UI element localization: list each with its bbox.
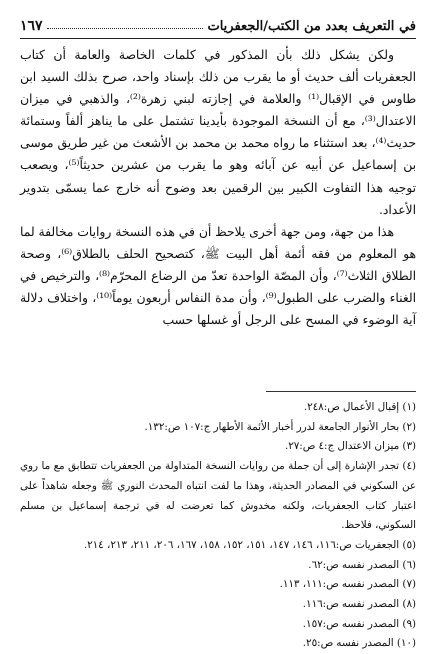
running-header xyxy=(20,12,416,34)
footnote: (١٠) المصدر نفسه ص:٢٥. xyxy=(302,637,416,650)
paragraph: ولكن يشكل ذلك بأن المذكور في كلمات الخاصة والعامة أن كتاب الجعفريات ألف حديث أو ما يقرب من ذلك بإسناد واحد، صرح بذلك السيد ابن طاوس في الإقبال⁽¹⁾ والعلامة في إجازته لبني زهرة⁽²⁾، والذهبي في ميزان الاعتدال⁽³⁾، مع أن النسخة الموجودة بأيدينا تشتمل على ما يناهز ألفاً وستمائة حديث⁽⁴⁾، بعد استثناء ما رواه محمد بن محمد بن الأشعث من غير طريق موسى بن إسماعيل عن أبيه عن آبائه وهو ما يقرب من عشرين حديثاً⁽⁵⁾، ويصعب توجيه هذا التفاوت الكبير بين الرقمين بعد وضوح أنه خارج عما يسمّى بتدوير الأعداد. xyxy=(20,48,416,217)
footnote: (٦) المصدر نفسه ص:٦٢. xyxy=(308,558,416,571)
dotted-leader xyxy=(47,28,204,29)
footnote: (٥) الجعفريات ص:١١٦، ١٤٦، ١٤٧، ١٥١، ١٥٢، ١٥٨، ١٦٧، ٢٠٦، ٢١١، ٢١٣، ٢١٤. xyxy=(83,538,416,551)
header-rule xyxy=(20,38,416,39)
paragraph: هذا من جهة، ومن جهة أخرى يلاحظ أن في هذه النسخة روايات مخالفة لما هو المعلوم من فقه أئمة أهل البيت ﷺ، كتصحيح الحلف بالطلاق⁽⁶⁾، وصحة الطلاق الثلاث⁽⁷⁾، وأن المصّة الواحدة تعدّ من الرضاع المحرّم⁽⁸⁾، والترخيص في الغناء والضرب على الطبول⁽⁹⁾، وأن مدة النفاس أربعون يوماً⁽¹⁰⁾، واختلاف دلالة آية الوضوء في المسح على الرجل أو غسلها حسب xyxy=(20,224,416,328)
running-title: في التعريف بعدد من الكتب/الجعفريات xyxy=(207,19,416,34)
footnote: (١) إقبال الأعمال ص:٢٤٨. xyxy=(303,401,416,413)
footnote: (٨) المصدر نفسه ص:١١٦. xyxy=(302,598,416,611)
page-number: ١٦٧ xyxy=(20,18,43,34)
footnote: (٩) المصدر نفسه ص:١٥٧. xyxy=(302,617,416,630)
footnote: (٧) المصدر نفسه ص:١١١، ١١٣. xyxy=(279,578,416,591)
footnote-separator xyxy=(266,391,416,392)
footnote: (٣) ميزان الاعتدال ج:٤ ص:٢٧. xyxy=(284,440,416,453)
footnote: (٤) تجدر الإشارة إلى أن جملة من روايات النسخة المتداولة من الجعفريات تتطابق مع ما روي عن السكوني في المصادر الحديثة، وهذا ما لفت انتباه المحدث النوري ﷺ وجعله شاهداً على اعتبار كتاب الجعفريات، ولكنه مخدوش كما تعرضت له في ترجمة إسماعيل بن مسلم السكوني، فلاحظ. xyxy=(20,460,416,532)
footnote: (٢) بحار الأنوار الجامعة لدرر أخبار الأئمة الأطهار ج:١٠٧ ص:١٣٢. xyxy=(144,420,416,433)
footnotes xyxy=(20,398,416,654)
main-text xyxy=(20,44,416,331)
